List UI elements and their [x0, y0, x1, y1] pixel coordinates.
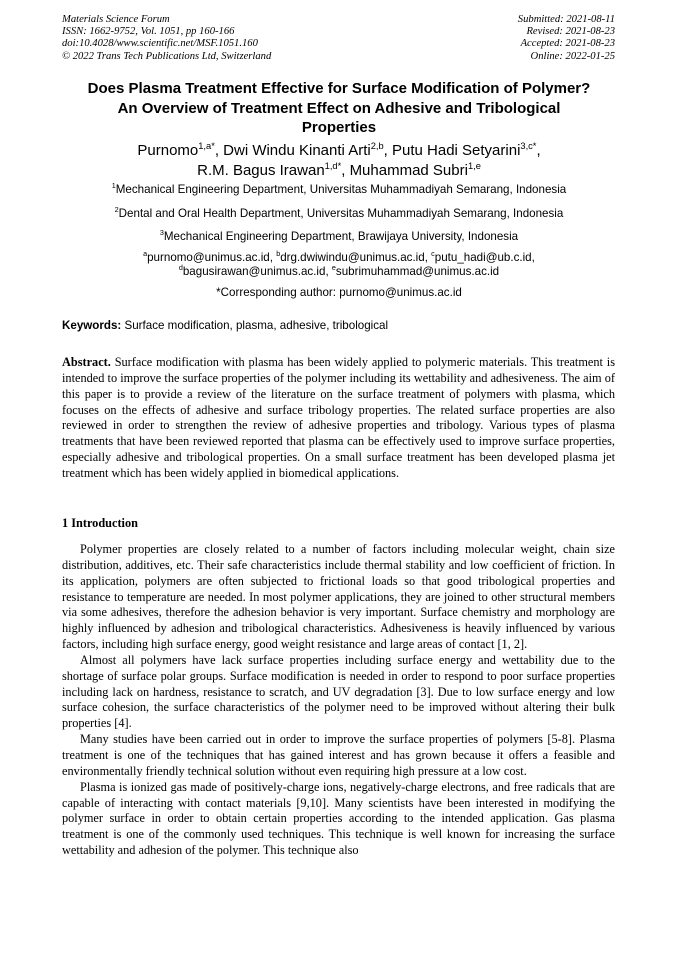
abstract — [62, 355, 615, 482]
author-sup: 2,b — [370, 141, 384, 151]
keywords-label: Keywords: — [62, 319, 122, 332]
keywords — [62, 319, 388, 332]
dates-info — [518, 14, 615, 63]
paragraph: Many studies have been carried out in order to improve the surface properties of polymers [5-8]. Plasma treatment is one of the techniques that has gained interest and has grown because it offers a feasible and environmentally friendly technical solution without even requiring high pressure at a low cost. — [62, 732, 615, 778]
author-sup: 3,c* — [520, 141, 537, 151]
email-sup: d — [178, 263, 183, 273]
author-list: Purnomo$^{1,a*}$, Dwi Windu Kinanti Arti$^{2,b}$, Putu Hadi Setyarini$^{3,c*}$, R.M. Bagus Irawan$^{1,d*}$, Muhammad Subri$^{1,e}$ — [137, 141, 541, 179]
issn: ISSN: 1662-9752, Vol. 1051, pp 160-166 — [62, 26, 235, 38]
aff-sup: 2 — [114, 205, 119, 215]
title-line: Does Plasma Treatment Effective for Surface Modification of Polymer? — [87, 80, 591, 97]
affiliation — [40, 183, 638, 197]
aff-sup: 3 — [159, 228, 164, 238]
author: Purnomo — [137, 142, 199, 159]
copyright: © 2022 Trans Tech Publications Ltd, Switzerland — [62, 50, 272, 62]
aff-text: Mechanical Engineering Department, Universitas Muhammadiyah Semarang, Indonesia — [115, 183, 567, 196]
author-sup: 1,e — [467, 160, 481, 171]
paragraph: Plasma is ionized gas made of positively-charge ions, negatively-charge electrons, and free radicals that are capable of interacting with contact materials [9,10]. Many scientists have been interested in modifying the polymer surface in order to obtain certain properties according to the intended application. Gas plasma treatment is one of the commonly used techniques. This technique is well known for increasing the surface wettability and adhesion of the polymer. This technique also — [62, 779, 615, 858]
author-sup: 1,a* — [198, 141, 215, 151]
email[interactable]: purnomo@unimus.ac.id — [147, 251, 270, 264]
author: Muhammad Subri — [349, 161, 468, 179]
email-sup: c — [431, 249, 435, 259]
email[interactable]: bagusirawan@unimus.ac.id — [182, 265, 326, 278]
email[interactable]: putu_hadi@ub.c.id — [434, 251, 532, 264]
title-line: Properties — [301, 119, 377, 136]
paragraph: Polymer properties are closely related to a number of factors including molecular weight, chain size distribution, additives, etc. Their safe characteristics include thermal stability and low coefficient of friction. In its application, polymers are often subjected to frictional loads so that good tribological properties and resistance to temperature are needed. In most polymer applications, they are joined to other structural members via some adhesives, therefore the adhesion behavior is very important. Surface chemistry and morphology are highly influenced by adhesion and tribological characteristics. Adhesiveness is heavily influenced by various factors, including high surface energy, good weight resistance and large areas of contact [1, 2]. — [62, 542, 615, 652]
doi: doi:10.4028/www.scientific.net/MSF.1051.160 — [62, 38, 258, 50]
author: Dwi Windu Kinanti Arti — [223, 142, 371, 159]
author-sup: 1,d* — [324, 160, 342, 171]
email-sup: b — [276, 249, 281, 259]
author: R.M. Bagus Irawan — [197, 161, 325, 179]
aff-text: Dental and Oral Health Department, Universitas Muhammadiyah Semarang, Indonesia — [118, 207, 564, 220]
online-date: Online: 2022-01-25 — [530, 50, 615, 62]
submitted-date: Submitted: 2021-08-11 — [517, 14, 615, 25]
aff-sup: 1 — [111, 181, 116, 191]
email-sup: a — [143, 249, 148, 259]
title-line: An Overview of Treatment Effect on Adhesive and Tribological — [117, 99, 561, 117]
email[interactable]: drg.dwiwindu@unimus.ac.id — [280, 251, 425, 264]
abstract-text: Surface modification with plasma has been widely applied to polymeric materials. This treatment is intended to improve the surface properties of the polymer including its wettability and adhesiveness. The aim of this paper is to provide a review of the literature on the surface treatment of polymers with plasma, which focuses on the effects of adhesive and surface tribology properties. The related surface properties are also reviewed in order to strengthen the review of adhesive properties and tribology. Various types of plasma treatments that have been reviewed reported that plasma can be effectively used to improve surface properties, especially adhesive and tribological properties. On a small surface treatment has been developed plasma jet treatment which has been widely applied in biomedical applications. — [62, 355, 615, 480]
corresponding-author: *Corresponding author: purnomo@unimus.ac.id — [216, 286, 462, 299]
abstract-label: Abstract. — [62, 355, 111, 369]
journal-info — [62, 14, 271, 63]
paragraph: Almost all polymers have lack surface properties including surface energy and wettability due to the shortage of surface polar groups. Surface modification is needed in order to respond to poor surface properties including lack on hardness, resistance to scratch, and UV degradation [3]. Due to low surface energy and low surface cohesion, the surface characteristics of the polymer need to be improved without altering their bulk properties [4]. — [62, 652, 615, 731]
keywords-text: Surface modification, plasma, adhesive, tribological — [121, 319, 389, 332]
aff-text: Mechanical Engineering Department, Brawijaya University, Indonesia — [163, 230, 519, 243]
revised-date: Revised: 2021-08-23 — [526, 26, 615, 38]
section-heading: 1 Introduction — [62, 516, 138, 530]
affiliation — [40, 207, 638, 221]
affiliation — [40, 230, 638, 244]
accepted-date: Accepted: 2021-08-23 — [520, 38, 615, 50]
journal-name: Materials Science Forum — [62, 14, 170, 25]
email[interactable]: subrimuhammad@unimus.ac.id — [335, 265, 500, 278]
introduction-body — [62, 542, 615, 859]
email-sup: e — [331, 263, 336, 273]
author: Putu Hadi Setyarini — [392, 142, 521, 159]
paper-title — [40, 79, 638, 138]
email-list: $^a$purnomo@unimus.ac.id, $^b$drg.dwiwindu@unimus.ac.id, $^c$putu_hadi@ub.c.id, $^d$bagusirawan@unimus.ac.id, $^e$subrimuhammad@unimus.ac.id — [143, 249, 535, 278]
